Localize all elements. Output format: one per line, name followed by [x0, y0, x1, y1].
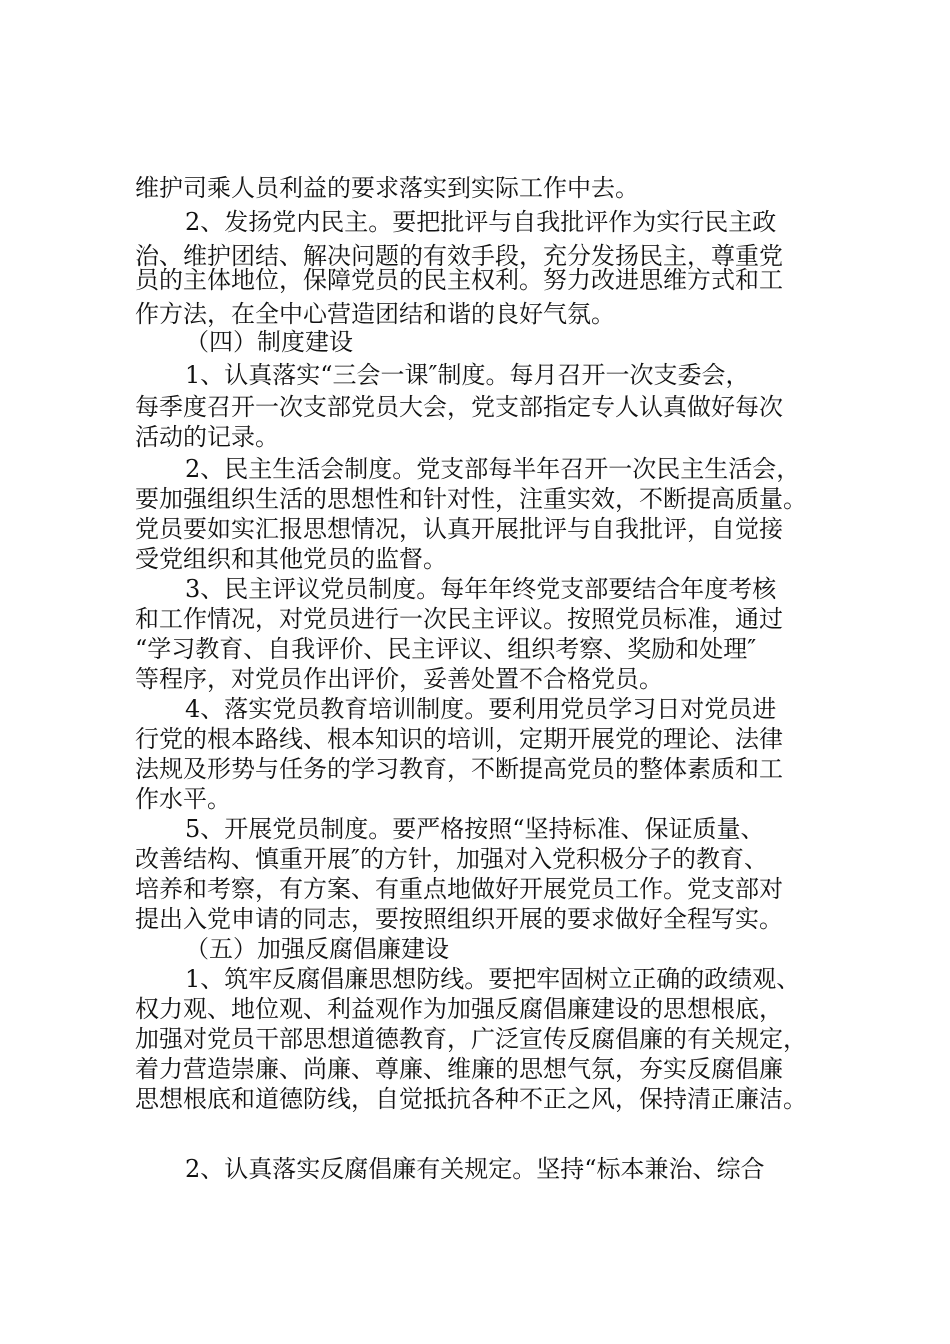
text-line: “学习教育、自我评价、民主评议、组织考察、奖励和处理″: [135, 635, 757, 663]
text-line: 党员要如实汇报思想情况，认真开展批评与自我批评，自觉接: [135, 515, 783, 543]
text-line: 改善结构、慎重开展″的方针，加强对入党积极分子的教育、: [135, 845, 768, 873]
text-line: 5、开展党员制度。要严格按照“坚持标准、保证质量、: [185, 815, 765, 843]
section-heading: （四）制度建设: [185, 328, 353, 356]
text-line: 思想根底和道德防线，自觉抵抗各种不正之风，保持清正廉洁。: [135, 1085, 807, 1113]
text-line: 作方法，在全中心营造团结和谐的良好气氛。: [135, 300, 615, 328]
text-line: 2、民主生活会制度。党支部每半年召开一次民主生活会，: [185, 455, 801, 483]
text-line: 2、认真落实反腐倡廉有关规定。坚持“标本兼治、综合: [185, 1155, 765, 1183]
text-line: 3、民主评议党员制度。每年年终党支部要结合年度考核: [185, 575, 777, 603]
text-line: 提出入党申请的同志，要按照组织开展的要求做好全程写实。: [135, 905, 783, 933]
text-line: 等程序，对党员作出评价，妥善处置不合格党员。: [135, 665, 663, 693]
text-line: 和工作情况，对党员进行一次民主评议。按照党员标准，通过: [135, 605, 783, 633]
text-line: 要加强组织生活的思想性和针对性，注重实效，不断提高质量。: [135, 485, 807, 513]
text-line: 加强对党员干部思想道德教育，广泛宣传反腐倡廉的有关规定，: [135, 1025, 807, 1053]
text-line: 1、筑牢反腐倡廉思想防线。要把牢固树立正确的政绩观、: [185, 965, 801, 993]
text-line: 作水平。: [135, 785, 231, 813]
section-heading: （五）加强反腐倡廉建设: [185, 935, 449, 963]
text-line: 受党组织和其他党员的监督。: [135, 545, 447, 573]
text-line: 维护司乘人员利益的要求落实到实际工作中去。: [135, 174, 639, 202]
text-line: 权力观、地位观、利益观作为加强反腐倡廉建设的思想根底，: [135, 995, 783, 1023]
text-line: 治、维护团结、解决问题的有效手段，充分发扬民主，尊重党: [135, 242, 783, 270]
text-line: 员的主体地位，保障党员的民主权利。努力改进思维方式和工: [135, 266, 783, 294]
text-line: 培养和考察，有方案、有重点地做好开展党员工作。党支部对: [135, 875, 783, 903]
text-line: 2、发扬党内民主。要把批评与自我批评作为实行民主政: [185, 208, 777, 236]
text-line: 1、认真落实“三会一课″制度。每月召开一次支委会，: [185, 361, 750, 389]
text-line: 每季度召开一次支部党员大会，党支部指定专人认真做好每次: [135, 393, 783, 421]
text-line: 活动的记录。: [135, 423, 279, 451]
text-line: 4、落实党员教育培训制度。要利用党员学习日对党员进: [185, 695, 777, 723]
text-line: 行党的根本路线、根本知识的培训，定期开展党的理论、法律: [135, 725, 783, 753]
text-line: 着力营造崇廉、尚廉、尊廉、维廉的思想气氛，夯实反腐倡廉: [135, 1055, 783, 1083]
text-line: 法规及形势与任务的学习教育，不断提高党员的整体素质和工: [135, 755, 783, 783]
